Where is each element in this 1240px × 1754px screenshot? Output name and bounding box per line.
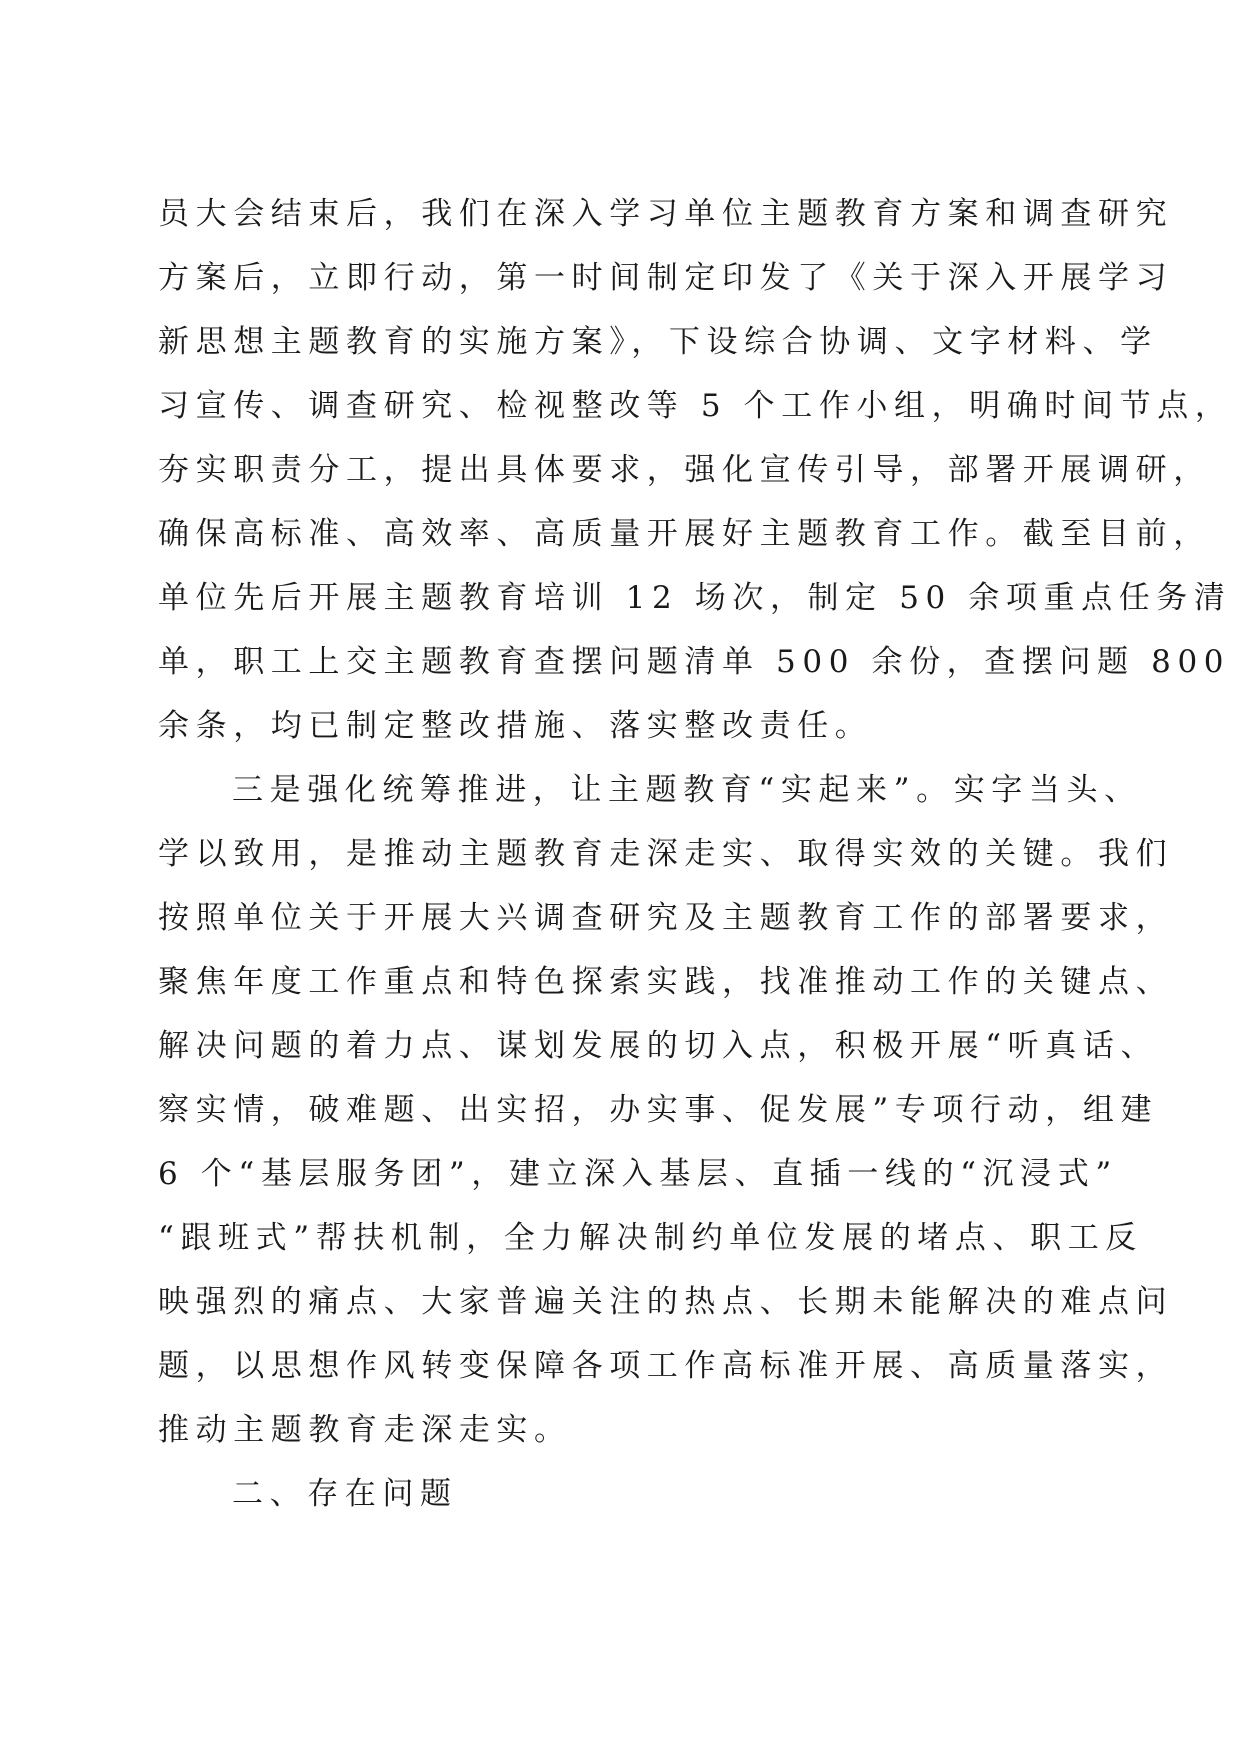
paragraph-line: 映强烈的痛点、大家普遍关注的热点、长期未能解决的难点问 [158,1284,1174,1320]
paragraph-line: 员大会结束后，我们在深入学习单位主题教育方案和调查研究 [158,196,1174,232]
paragraph-line: 6 个“基层服务团”，建立深入基层、直插一线的“沉浸式” [158,1156,1118,1192]
paragraph-line: 解决问题的着力点、谋划发展的切入点，积极开展“听真话、 [158,1028,1159,1064]
paragraph-line: 推动主题教育走深走实。 [158,1412,572,1448]
paragraph-line: 夯实职责分工，提出具体要求，强化宣传引导，部署开展调研， [158,452,1211,488]
paragraph-line: 方案后，立即行动，第一时间制定印发了《关于深入开展学习 [158,260,1174,296]
paragraph-line: 习宣传、调查研究、检视整改等 5 个工作小组，明确时间节点， [158,388,1233,424]
paragraph-line: 余条，均已制定整改措施、落实整改责任。 [158,708,873,744]
paragraph-line: “跟班式”帮扶机制，全力解决制约单位发展的堵点、职工反 [158,1220,1143,1256]
paragraph-line-first: 三是强化统筹推进，让主题教育“实起来”。实字当头、 [232,772,1142,808]
paragraph-line: 聚焦年度工作重点和特色探索实践，找准推动工作的关键点、 [158,964,1174,1000]
paragraph-line: 新思想主题教育的实施方案》，下设综合协调、文字材料、学 [158,324,1158,360]
document-body [158,182,1233,1526]
paragraph-line: 察实情，破难题、出实招，办实事、促发展”专项行动，组建 [158,1092,1159,1128]
section-heading-text: 二、存在问题 [232,1476,458,1512]
paragraph-2 [158,758,1174,1462]
section-heading [158,1462,1086,1526]
paragraph-1 [158,182,1233,758]
paragraph-line: 单位先后开展主题教育培训 12 场次，制定 50 余项重点任务清 [158,580,1232,616]
paragraph-line: 确保高标准、高效率、高质量开展好主题教育工作。截至目前， [158,516,1211,552]
paragraph-line: 单，职工上交主题教育查摆问题清单 500 余份，查摆问题 800 [158,644,1231,680]
paragraph-line: 题，以思想作风转变保障各项工作高标准开展、高质量落实， [158,1348,1174,1384]
paragraph-line: 按照单位关于开展大兴调查研究及主题教育工作的部署要求， [158,900,1174,936]
paragraph-line: 学以致用，是推动主题教育走深走实、取得实效的关键。我们 [158,836,1174,872]
